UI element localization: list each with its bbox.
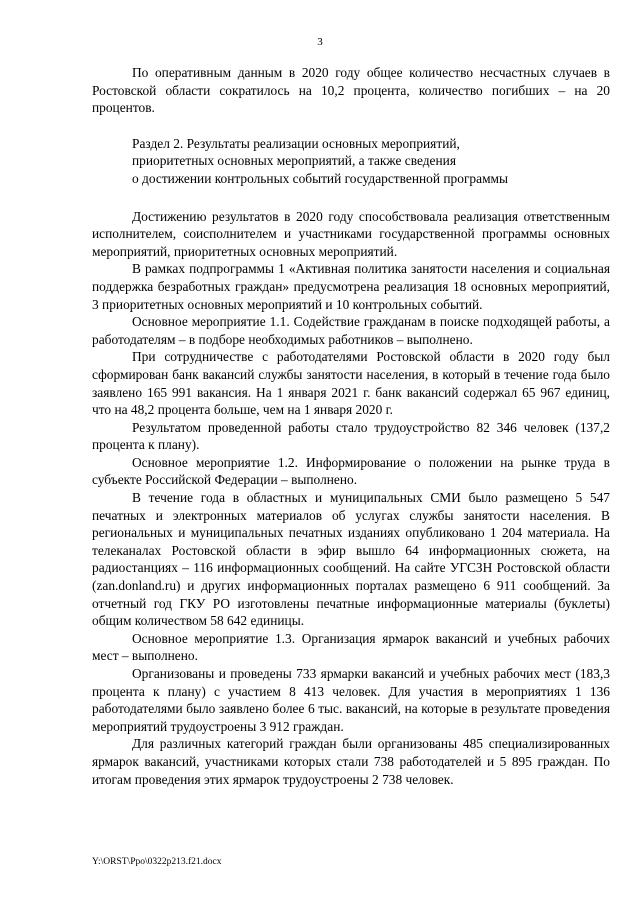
paragraph: Достижению результатов в 2020 году способствовала реализация ответственным исполнителем, соисполнителем и участниками государственной программы основных мероприятий, приоритетных основных мероприятий. [92, 208, 610, 259]
paragraph: Основное мероприятие 1.2. Информирование о положении на рынке труда в субъекте Российской Федерации – выполнено. [92, 454, 610, 488]
footer-file-path: Y:\ORST\Ppo\0322p213.f21.docx [92, 857, 222, 867]
paragraph: В рамках подпрограммы 1 «Активная политика занятости населения и социальная поддержка безработных граждан» предусмотрена реализация 18 основных мероприятий, 3 приоритетных основных мероприятий и 10 контрольных событий. [92, 261, 610, 312]
paragraph: При сотрудничестве с работодателями Ростовской области в 2020 году был сформирован банк вакансий службы занятости населения, в который в течение года было заявлено 165 991 вакансия. На 1 января 2021 г. банк вакансий содержал 65 967 единиц, что на 48,2 процента больше, чем на 1 января 2020 г. [92, 349, 610, 418]
paragraph: Для различных категорий граждан были организованы 485 специализированных ярмарок вакансий, участниками которых стали 738 работодателей и 5 895 граждан. По итогам проведения этих ярмарок трудоустроены 2 738 человек. [92, 736, 610, 787]
paragraph: Организованы и проведены 733 ярмарки вакансий и учебных рабочих мест (183,3 процента к плану) с участием 8 413 человек. Для участия в мероприятиях 1 136 работодателями было заявлено более 6 тыс. вакансий, на которые в результате проведения мероприятий трудоустроены 3 912 граждан. [92, 666, 610, 734]
paragraph-accident-statistics: По оперативным данным в 2020 году общее количество несчастных случаев в Ростовской области сократилось на 10,2 процента, количество погибших – на 20 процентов. [92, 65, 610, 116]
section-heading [92, 135, 610, 188]
page-number: 3 [317, 36, 323, 48]
section-heading-line: о достижении контрольных событий государственной программы [132, 170, 509, 186]
document-body [92, 64, 610, 788]
paragraph: Основное мероприятие 1.3. Организация ярмарок вакансий и учебных рабочих мест – выполнено. [92, 630, 610, 664]
section-heading-line: приоритетных основных мероприятий, а также сведения [132, 153, 456, 169]
paragraph: Основное мероприятие 1.1. Содействие гражданам в поиске подходящей работы, а работодателям – в подборе необходимых работников – выполнено. [92, 314, 610, 347]
paragraph: В течение года в областных и муниципальных СМИ было размещено 5 547 печатных и электронных материалов об услугах службы занятости населения. В региональных и муниципальных печатных изданиях опубликовано 1 204 материала. На телеканалах Ростовской области в эфир вышло 64 информационных сюжета, на радиостанциях – 116 информационных сообщений. На сайте УГСЗН Ростовской области (zan.donland.ru) и других информационных порталах размещено 6 911 сообщений. За отчетный год ГКУ РО изготовлены печатные информационные материалы (буклеты) общим количеством 58 642 единицы. [92, 490, 610, 629]
paragraph: Результатом проведенной работы стало трудоустройство 82 346 человек (137,2 процента к плану). [92, 419, 610, 453]
section-heading-line: Раздел 2. Результаты реализации основных мероприятий, [132, 135, 460, 151]
